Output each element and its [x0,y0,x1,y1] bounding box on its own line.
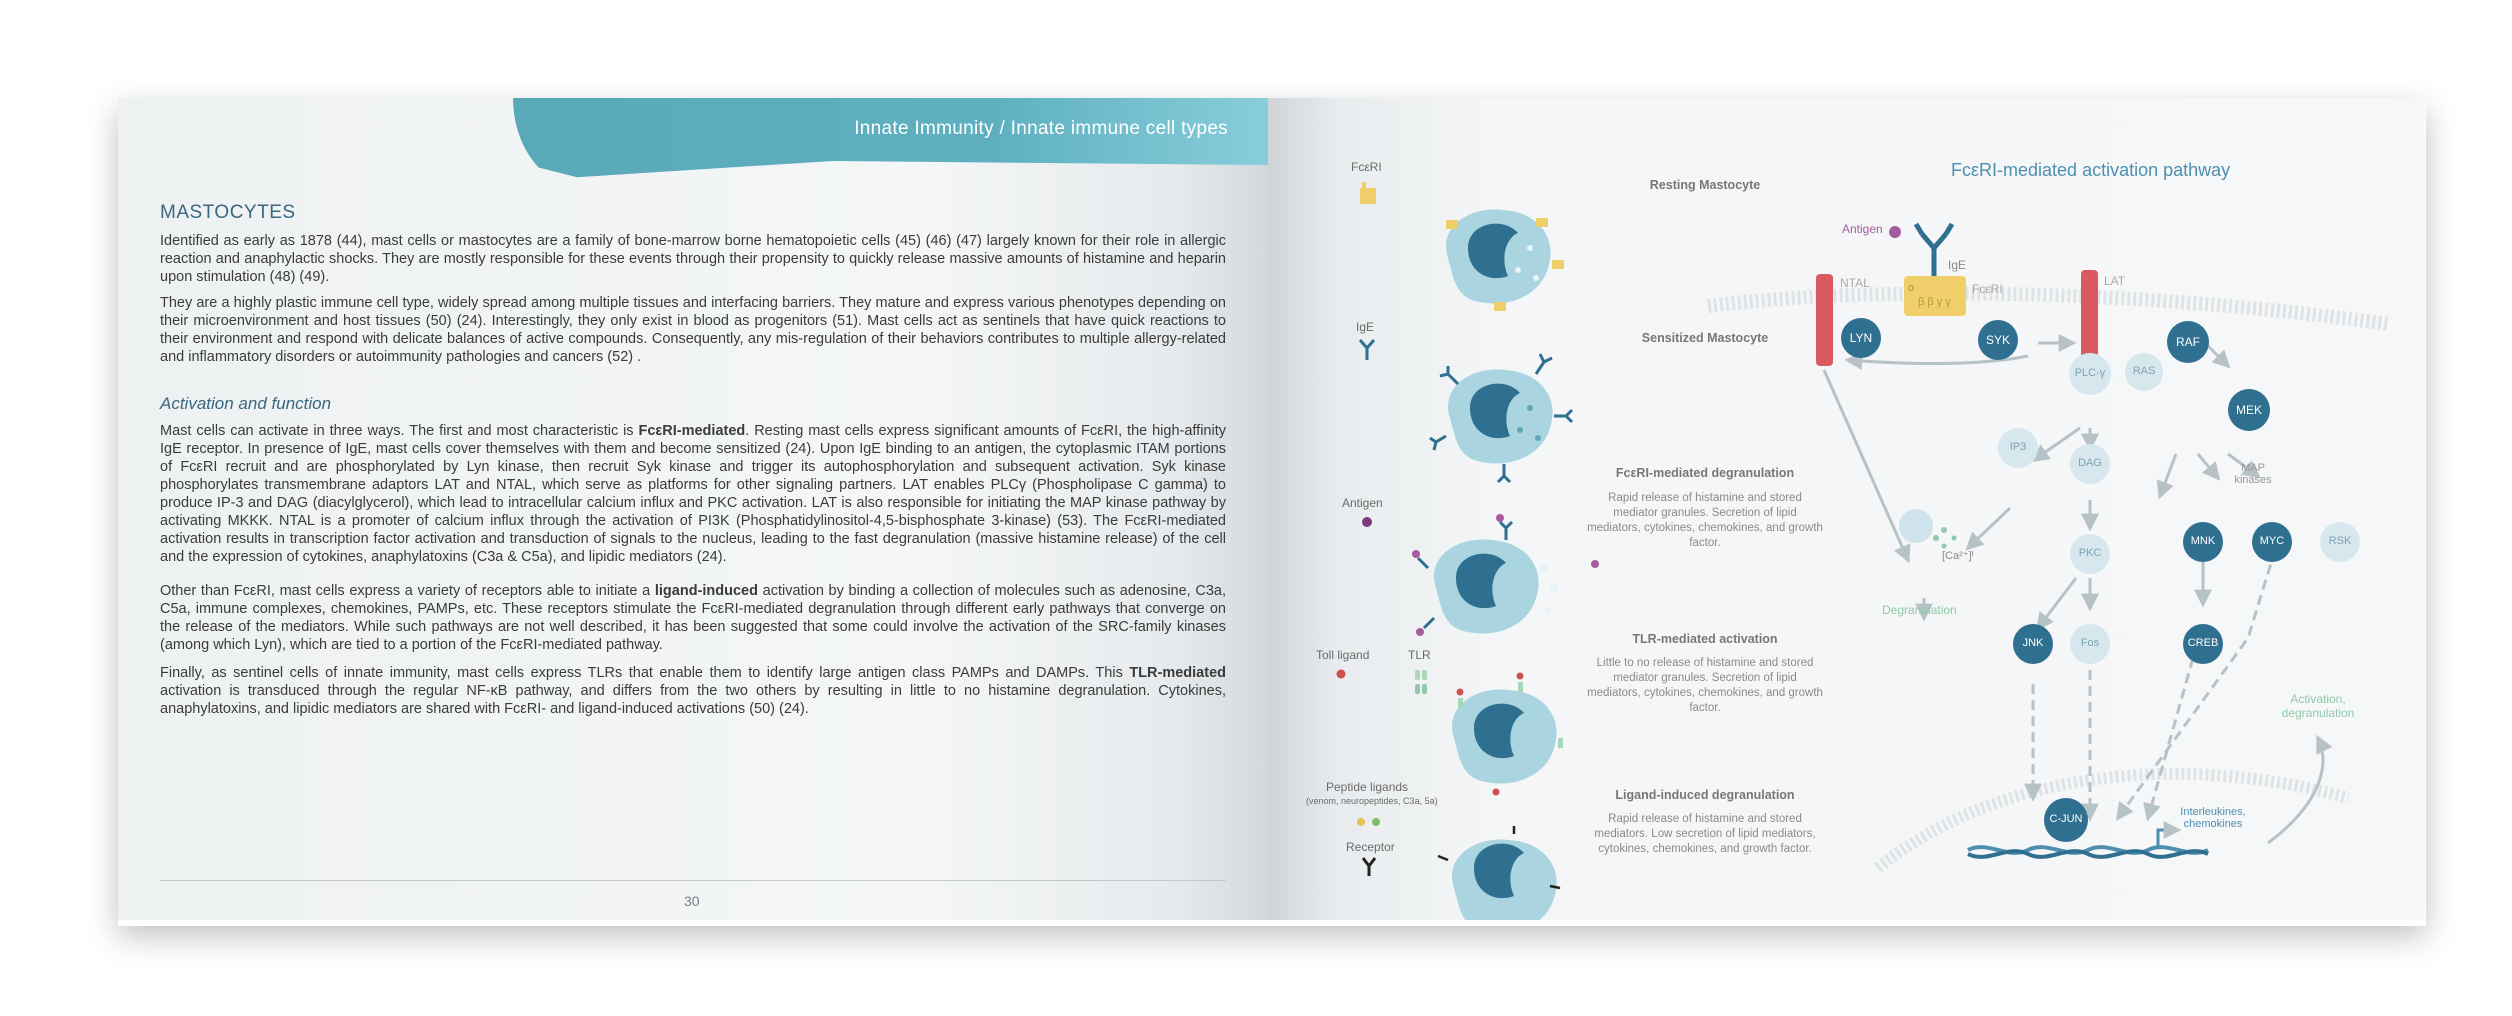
beta-gamma-label: β β γ γ [1918,296,1951,308]
ip3-label: IP3 [2009,441,2027,453]
pathway-fceri-label: FcεRI [1972,282,2003,296]
antigen-icon [1362,517,1372,527]
ige-antibody [1916,224,1952,276]
creb-label: CREB [2187,637,2219,649]
ca-node [1899,509,1933,543]
state-ligand-desc: Rapid release of histamine and stored mediators. Low secretion of lipid mediators, cytokines, chemokines, and growth factor. [1594,813,1816,855]
raf-label: RAF [2176,335,2200,349]
paragraph-fceri: Mast cells can activate in three ways. The first and most characteristic is FcεRI-mediated. Resting mast cells express significant amounts of FcεRI, the high-affinity IgE receptor. In presence of IgE, mast cells cover themselves with them and become sensitized (24). Upon IgE binding to an antigen, the cytoplasmic ITAM portions of FcεRI recruit and are phosphorylated by Lyn kinase, then recruit Syk kinase and trigger its autophosphorylation and subsequent activation. Syk kinase phosphorylates transmembrane adaptors LAT and NTAL, which serve as platforms for other signaling partners. LAT enables PLCγ (Phospholipase C gamma) to produce IP-3 and DAG (diacylglycerol), which lead to intracellular calcium influx and PKC activation. LAT is also responsible for initiating the MAP kinase pathway by activating MKKK. NTAL is a promoter of calcium influx through the activation of PI3K (Phosphatidylinositol-4,5-bisphosphate 3-kinase) (53). The FcεRI-mediated activation results in transcription factor activation and transduction of signals to the nucleus, leading to the fast degranulation (massive histamine release) of the cell and the expression of cytokines, anaphylatoxins (C3a & C5a), and lipidic mediators (24). [160,423,1226,565]
state-tlr-title: TLR-mediated activation [1632,632,1778,646]
pathway-ige-label: IgE [1948,258,1967,272]
alpha-label: α [1908,282,1915,294]
legend-peptide-label: Peptide ligands [1326,780,1409,794]
degranulation-label: Degranulation [1882,603,1957,617]
granule-dots [1933,527,1957,549]
jnk-label: JNK [2022,637,2044,649]
pkc-label: PKC [2078,547,2102,559]
lat-label: LAT [2104,274,2126,288]
toll-ligand-icon [1337,670,1346,679]
paragraph-plasticity: They are a highly plastic immune cell type, widely spread among multiple tissues and interfacing barriers. They mature and express various phenotypes depending on their microenvironment and host tissues (50) (24). Interestingly, they only exist in blood as progenitors (51). Mast cells act as sentinels that have quick reactions to their environment and respond with delicate balances of active compounds. Consequently, any mis-regulation of their behaviors contributes to multiple allergy-related and inflammatory disorders or autoimmunity pathologies and cancers (52) . [160,295,1226,365]
pathway-antigen-label: Antigen [1842,222,1883,236]
ras-label: RAS [2132,365,2156,377]
legend-receptor-label: Receptor [1346,840,1395,854]
tlr-icon [1415,670,1427,694]
cjun-label: C-JUN [2049,813,2083,825]
legend-peptide-note: (venom, neuropeptides, C3a, 5a) [1306,796,1438,806]
subheading-activation: Activation and function [160,394,332,413]
dag-label: DAG [2078,457,2102,469]
syk-label: SYK [1985,333,2010,347]
mnk-label: MNK [2190,535,2216,547]
legend-antigen-label: Antigen [1342,496,1383,510]
peptide-ligands-icon [1357,818,1380,826]
activation-degranulation-label: Activation, degranulation [2281,692,2355,720]
interleukines-label: Interleukines, chemokines [2180,806,2246,830]
paragraph-ligand: Other than FcεRI, mast cells express a variety of receptors able to initiate a ligand-induced activation by binding a collection of molecules such as adenosine, C3a, C5a, immune complexes, chemokines, PAMPs, etc. These receptors stimulate the FcεRI-mediated degranulation through different early pathways that converge on the release of the mediators. While such pathways are not well described, it has been suggested that some could involve the activation of the SRC-family kinases (among which Lyn), which are tied to a portion of the FcεRI-mediated pathway. [160,583,1226,653]
receptor-icon [1363,858,1375,876]
pathway-title: FcεRI-mediated activation pathway [1951,160,2231,180]
state-ligand-title: Ligand-induced degranulation [1615,788,1795,802]
state-fceri-desc: Rapid release of histamine and stored mediator granules. Secretion of lipid mediators, cytokines, chemokines, and growth factor. [1587,492,1823,549]
legend-ige-label: IgE [1356,320,1375,334]
cell-fceri-degranulation [1412,514,1599,636]
cell-sensitized [1430,354,1572,482]
mek-label: MEK [2235,403,2262,417]
cell-ligand-induced [1438,826,1560,920]
state-tlr-desc: Little to no release of histamine and stored mediator granules. Secretion of lipid mediators, cytokines, chemokines, and growth factor. [1587,657,1823,714]
ntal-bar [1816,274,1833,366]
antigen-dot [1889,226,1901,238]
state-resting-title: Resting Mastocyte [1649,178,1761,192]
plc-label: PLC-γ [2074,367,2106,379]
rsk-label: RSK [2328,535,2352,547]
header-banner [513,98,1268,188]
legend-fceri-label: FcεRI [1351,160,1382,174]
cell-tlr-activation [1452,673,1563,796]
lyn-label: LYN [1849,331,1873,345]
right-page [1268,98,2425,920]
fos-label: Fos [2080,637,2100,649]
state-fceri-title: FcεRI-mediated degranulation [1615,466,1795,480]
section-heading: MASTOCYTES [160,202,296,223]
state-sensitized-title: Sensitized Mastocyte [1641,331,1769,345]
legend-tlr-label: TLR [1408,648,1431,662]
fceri-icon [1360,182,1376,204]
ige-icon [1360,340,1374,360]
map-kinases-label: MAP kinases [2234,462,2272,486]
myc-label: MYC [2259,535,2285,547]
paragraph-tlr: Finally, as sentinel cells of innate immunity, mast cells express TLRs that enable them to identify large antigen class PAMPs and DAMPs. This TLR-mediated activation is transduced through the regular NF-κB pathway, and differs from the two others by resulting in little to no histamine degranulation. Cytokines, anaphylatoxins, and lipidic mediators are shared with FcεRI- and ligand-induced activations (50) (24). [160,665,1226,717]
cell-resting [1446,210,1564,311]
calcium-label: [Ca²⁺]ᴵ [1942,550,1974,562]
cell-membrane [1708,293,2388,324]
paragraph-intro: Identified as early as 1878 (44), mast cells or mastocytes are a family of bone-marrow borne hematopoietic cells (45) (46) (47) largely known for their role in allergic reaction and anaphylactic shocks. They are mostly responsible for these events through their propensity to quickly release massive amounts of histamine and heparin upon stimulation (48) (49). [160,233,1226,285]
footer-rule [160,880,1226,881]
banner-title: Innate Immunity / Innate immune cell types [854,118,1228,139]
left-page [118,98,1268,920]
ntal-label: NTAL [1840,276,1870,290]
lat-bar [2081,270,2098,362]
page-number: 30 [684,893,700,909]
legend-toll-ligand-label: Toll ligand [1316,648,1370,662]
